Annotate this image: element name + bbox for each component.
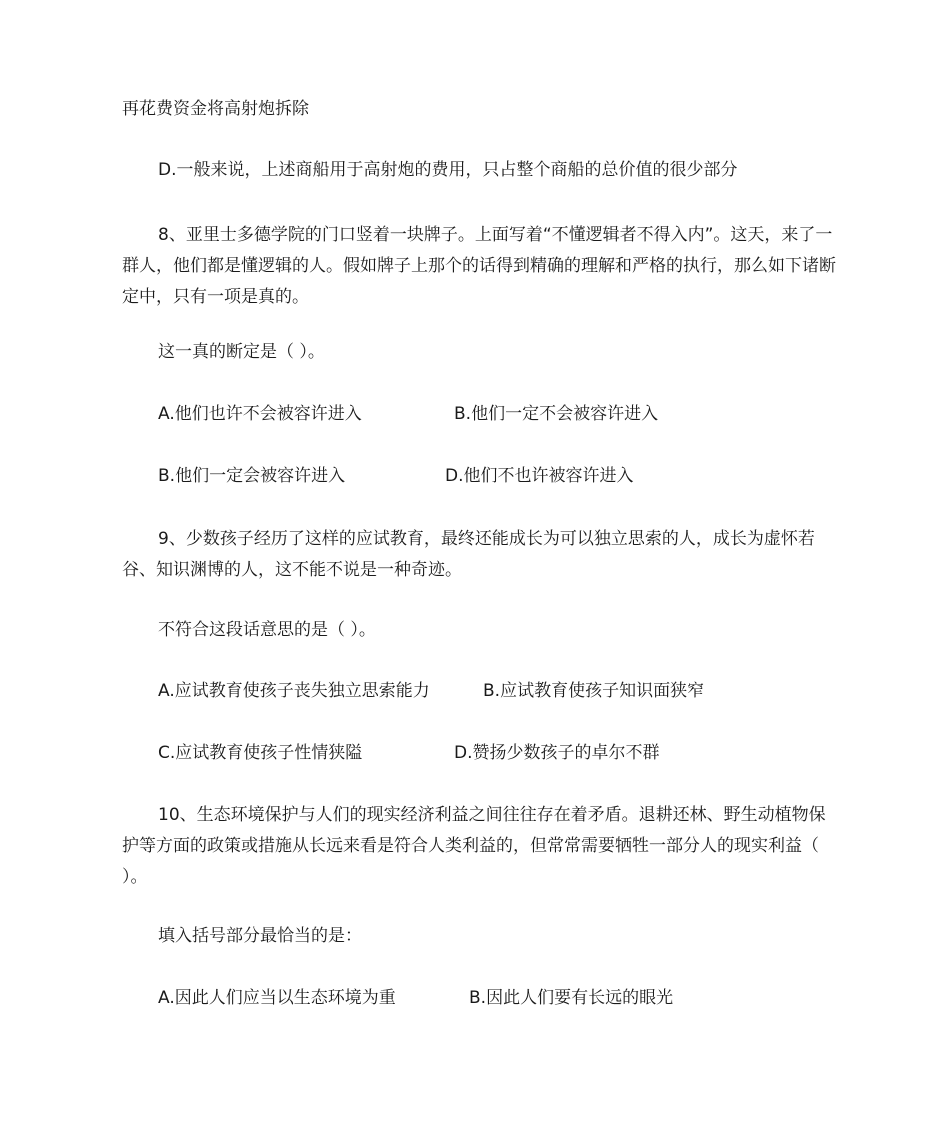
question-8-option-a: A.他们也许不会被容许进入 xyxy=(158,404,362,424)
question-9-stem: 9、少数孩子经历了这样的应试教育，最终还能成长为可以独立思索的人，成长为虚怀若谷、知识渊博的人，这不能不说是一种奇迹。 xyxy=(122,529,815,580)
question-10-prompt: 填入括号部分最恰当的是： xyxy=(158,926,362,946)
question-9-option-a: A.应试教育使孩子丧失独立思索能力 xyxy=(158,681,430,701)
question-10-option-b: B.因此人们要有长远的眼光 xyxy=(469,988,674,1008)
question-9-option-d: D.赞扬少数孩子的卓尔不群 xyxy=(454,743,660,763)
question-8-option-b: B.他们一定不会被容许进入 xyxy=(454,404,659,424)
question-9-option-b: B.应试教育使孩子知识面狭窄 xyxy=(483,681,705,701)
question-8-prompt: 这一真的断定是（ ）。 xyxy=(158,342,325,362)
option-d-previous: D.一般来说，上述商船用于高射炮的费用，只占整个商船的总价值的很少部分 xyxy=(158,160,738,180)
question-10-option-a: A.因此人们应当以生态环境为重 xyxy=(158,988,396,1008)
question-9-prompt: 不符合这段话意思的是（ ）。 xyxy=(158,620,376,640)
question-8-option-d: D.他们不也许被容许进入 xyxy=(445,466,634,486)
paragraph-continuation: 再花费资金将高射炮拆除 xyxy=(122,99,309,119)
question-10-stem: 10、生态环境保护与人们的现实经济利益之间往往存在着矛盾。退耕还林、野生动植物保护等方面的政策或措施从长远来看是符合人类利益的，但常常需要牺牲一部分人的现实利益（ ）。 xyxy=(122,805,826,887)
question-9-option-c: C.应试教育使孩子性情狭隘 xyxy=(158,743,363,763)
question-8-stem: 8、亚里士多德学院的门口竖着一块牌子。上面写着“不懂逻辑者不得入内”。这天，来了一群人，他们都是懂逻辑的人。假如牌子上那个的话得到精确的理解和严格的执行，那么如下诸断定中，只有一项是真的。 xyxy=(122,225,836,307)
question-8-option-c: B.他们一定会被容许进入 xyxy=(158,466,346,486)
